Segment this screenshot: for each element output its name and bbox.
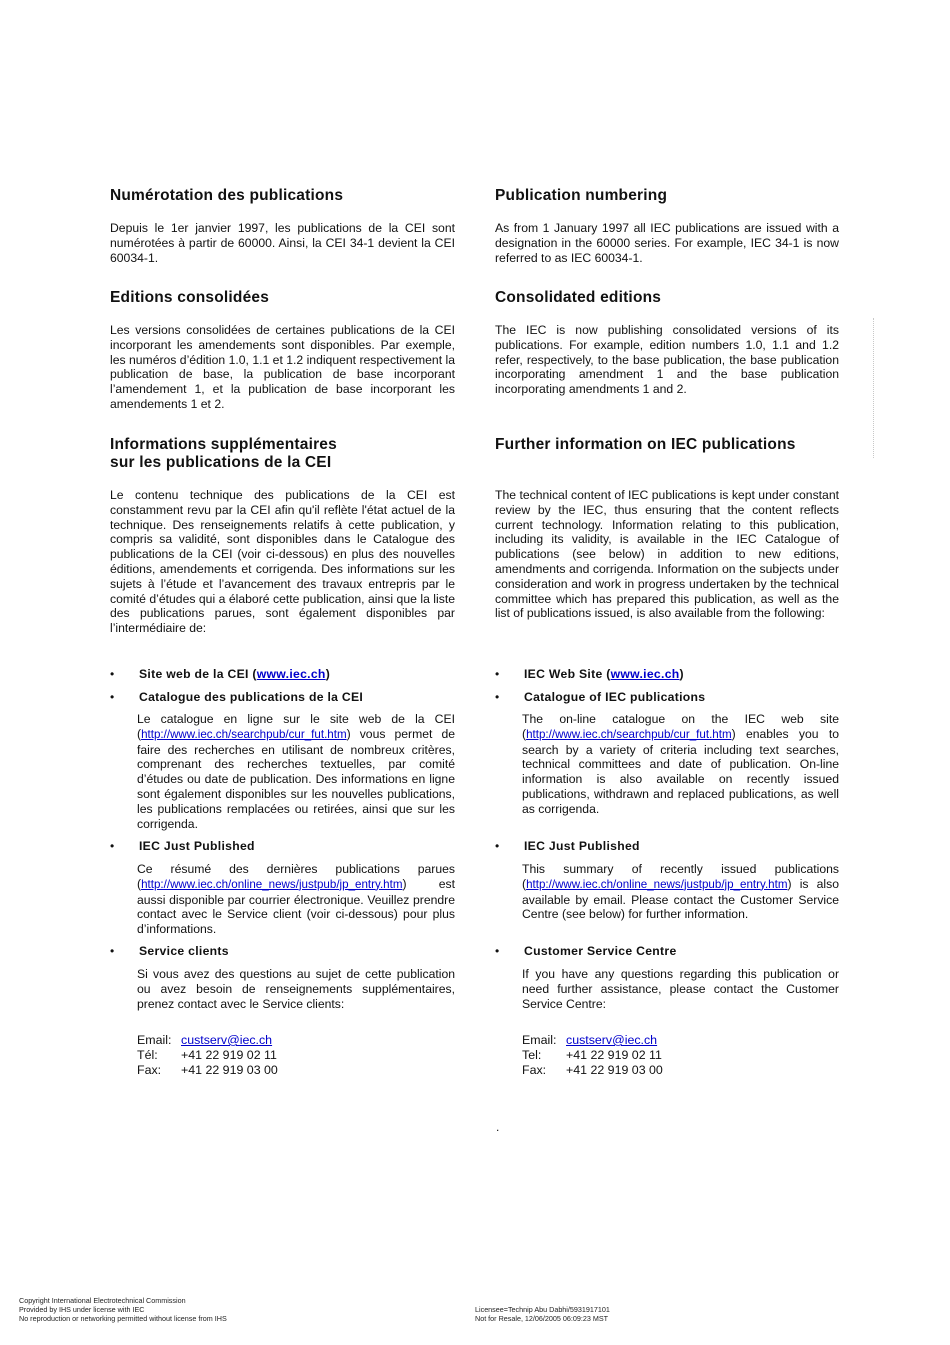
stray-dot: . <box>496 1120 500 1134</box>
bullet-service-title-en: Customer Service Centre <box>524 944 677 958</box>
heading-numbering-en: Publication numbering <box>495 187 668 204</box>
email-link-en[interactable]: custserv@iec.ch <box>566 1033 658 1047</box>
footer-not-for-resale: Not for Resale, 12/06/2005 06:09:23 MST <box>475 1314 609 1323</box>
bullet-website-fr: Site web de la CEI (www.iec.ch) <box>139 667 331 681</box>
paragraph-further-en: The technical content of IEC publications is kept under constant review by the IEC, thus ensuring that the content reflects current technology. Information relating to this publication, including its validity, is available in the IEC Catalogue of publications (see below) in addition to new editions, amendments and corrigenda. Information on the subjects under consideration and work in progress undertaken by the technical committee which has prepared this publication, as well as the list of publications issued, is also available from the following: <box>495 488 839 621</box>
paragraph-consolidated-en: The IEC is now publishing consolidated versions of its publications. For example, edition numbers 1.0, 1.1 and 1.2 refer, respectively, to the base publication, the base publication incorporating amendment 1 and the base publication incorporating amendments 1 and 2. <box>495 323 839 397</box>
bullet-icon: • <box>110 839 115 853</box>
email-link-fr[interactable]: custserv@iec.ch <box>181 1033 273 1047</box>
bullet-catalogue-title-fr: Catalogue des publications de la CEI <box>139 690 364 704</box>
heading-further-en: Further information on IEC publications <box>495 436 796 453</box>
bullet-icon: • <box>110 667 115 681</box>
margin-mark <box>873 318 875 458</box>
heading-further-fr-line1: Informations supplémentaires <box>110 436 337 453</box>
fax-line-en: Fax: +41 22 919 03 00 <box>522 1063 663 1077</box>
paragraph-numbering-en: As from 1 January 1997 all IEC publications are issued with a designation in the 60000 series. For example, IEC 34-1 is now referred to as IEC 60034-1. <box>495 221 839 265</box>
catalogue-text-en: The on-line catalogue on the IEC web site (http://www.iec.ch/searchpub/cur_fut.htm) enables you to search by a variety of criteria including text searches, technical committees and date of publication. On-line information is also available on recently issued publications, withdrawn and replaced publications, as well as corrigenda. <box>522 712 839 816</box>
bullet-icon: • <box>110 690 115 704</box>
fax-line-fr: Fax: +41 22 919 03 00 <box>137 1063 278 1077</box>
iec-website-link-en[interactable]: www.iec.ch <box>610 667 680 681</box>
just-published-link-fr[interactable]: http://www.iec.ch/online_news/justpub/jp_entry.htm <box>141 877 403 891</box>
bullet-icon: • <box>110 944 115 958</box>
just-published-link-en[interactable]: http://www.iec.ch/online_news/justpub/jp_entry.htm <box>526 877 788 891</box>
just-published-text-fr: Ce résumé des dernières publications parues (http://www.iec.ch/online_news/justpub/jp_entry.htm) est aussi disponible par courrier électronique. Veuillez prendre contact avec le Service client (voir ci-dessous) pour plus d’informations. <box>137 862 455 937</box>
footer-copyright: Copyright International Electrotechnical Commission <box>19 1296 186 1305</box>
bullet-icon: • <box>495 667 500 681</box>
service-text-fr: Si vous avez des questions au sujet de cette publication ou avez besoin de renseignements supplémentaires, prenez contact avec le Service clients: <box>137 967 455 1011</box>
bullet-just-published-title-fr: IEC Just Published <box>139 839 255 853</box>
iec-website-link-fr[interactable]: www.iec.ch <box>256 667 326 681</box>
heading-consolidated-fr: Editions consolidées <box>110 289 270 306</box>
footer-licensee: Licensee=Technip Abu Dabhi/5931917101 <box>475 1305 610 1314</box>
bullet-icon: • <box>495 690 500 704</box>
paragraph-further-fr: Le contenu technique des publications de la CEI est constamment revu par la CEI afin qu'il reflète l'état actuel de la technique. Des renseignements relatifs à cette publication, y compris sa validité, sont disponibles dans le Catalogue des publications de la CEI (voir ci-dessous) en plus des nouvelles éditions, amendements et corrigenda. Des informations sur les sujets à l’étude et l’avancement des travaux entrepris par le comité d’études qui a élaboré cette publication, ainsi que la liste des publications parues, sont également disponibles par l’intermédiaire de: <box>110 488 455 636</box>
catalogue-text-fr: Le catalogue en ligne sur le site web de la CEI (http://www.iec.ch/searchpub/cur_fut.htm) vous permet de faire des recherches en utilisant de nombreux critères, comprenant des recherches textuelles, par comité d’études ou date de publication. Des informations en ligne sont également disponibles sur les nouvelles publications, les publications remplacées ou retirées, ainsi que sur les corrigenda. <box>137 712 455 831</box>
heading-consolidated-en: Consolidated editions <box>495 289 662 306</box>
tel-line-fr: Tél: +41 22 919 02 11 <box>137 1048 277 1062</box>
bullet-icon: • <box>495 839 500 853</box>
bullet-website-en: IEC Web Site (www.iec.ch) <box>524 667 684 681</box>
catalogue-link-fr[interactable]: http://www.iec.ch/searchpub/cur_fut.htm <box>141 727 347 741</box>
email-line-fr: Email: custserv@iec.ch <box>137 1033 273 1047</box>
catalogue-link-en[interactable]: http://www.iec.ch/searchpub/cur_fut.htm <box>526 727 732 741</box>
footer-no-reproduction: No reproduction or networking permitted without license from IHS <box>19 1314 227 1323</box>
paragraph-consolidated-fr: Les versions consolidées de certaines publications de la CEI incorporant les amendements sont disponibles. Par exemple, les numéros d’édition 1.0, 1.1 et 1.2 indiquent respectivement la publication de base, la publication de base incorporant l’amendement 1, et la publication de base incorporant les amendements 1 et 2. <box>110 323 455 411</box>
footer-right <box>475 1305 610 1323</box>
tel-line-en: Tel: +41 22 919 02 11 <box>522 1048 662 1062</box>
bullet-icon: • <box>495 944 500 958</box>
just-published-text-en: This summary of recently issued publications (http://www.iec.ch/online_news/justpub/jp_entry.htm) is also available by email. Please contact the Customer Service Centre (see below) for further information. <box>522 862 839 922</box>
bullet-catalogue-title-en: Catalogue of IEC publications <box>524 690 706 704</box>
bullet-service-title-fr: Service clients <box>139 944 229 958</box>
service-text-en: If you have any questions regarding this publication or need further assistance, please contact the Customer Service Centre: <box>522 967 839 1011</box>
heading-further-fr-line2: sur les publications de la CEI <box>110 454 332 471</box>
bullet-just-published-title-en: IEC Just Published <box>524 839 640 853</box>
paragraph-numbering-fr: Depuis le 1er janvier 1997, les publications de la CEI sont numérotées à partir de 60000. Ainsi, la CEI 34-1 devient la CEI 60034-1. <box>110 221 455 265</box>
footer-provided: Provided by IHS under license with IEC <box>19 1305 145 1314</box>
footer-left <box>19 1296 227 1323</box>
email-line-en: Email: custserv@iec.ch <box>522 1033 658 1047</box>
heading-numbering-fr: Numérotation des publications <box>110 187 344 204</box>
